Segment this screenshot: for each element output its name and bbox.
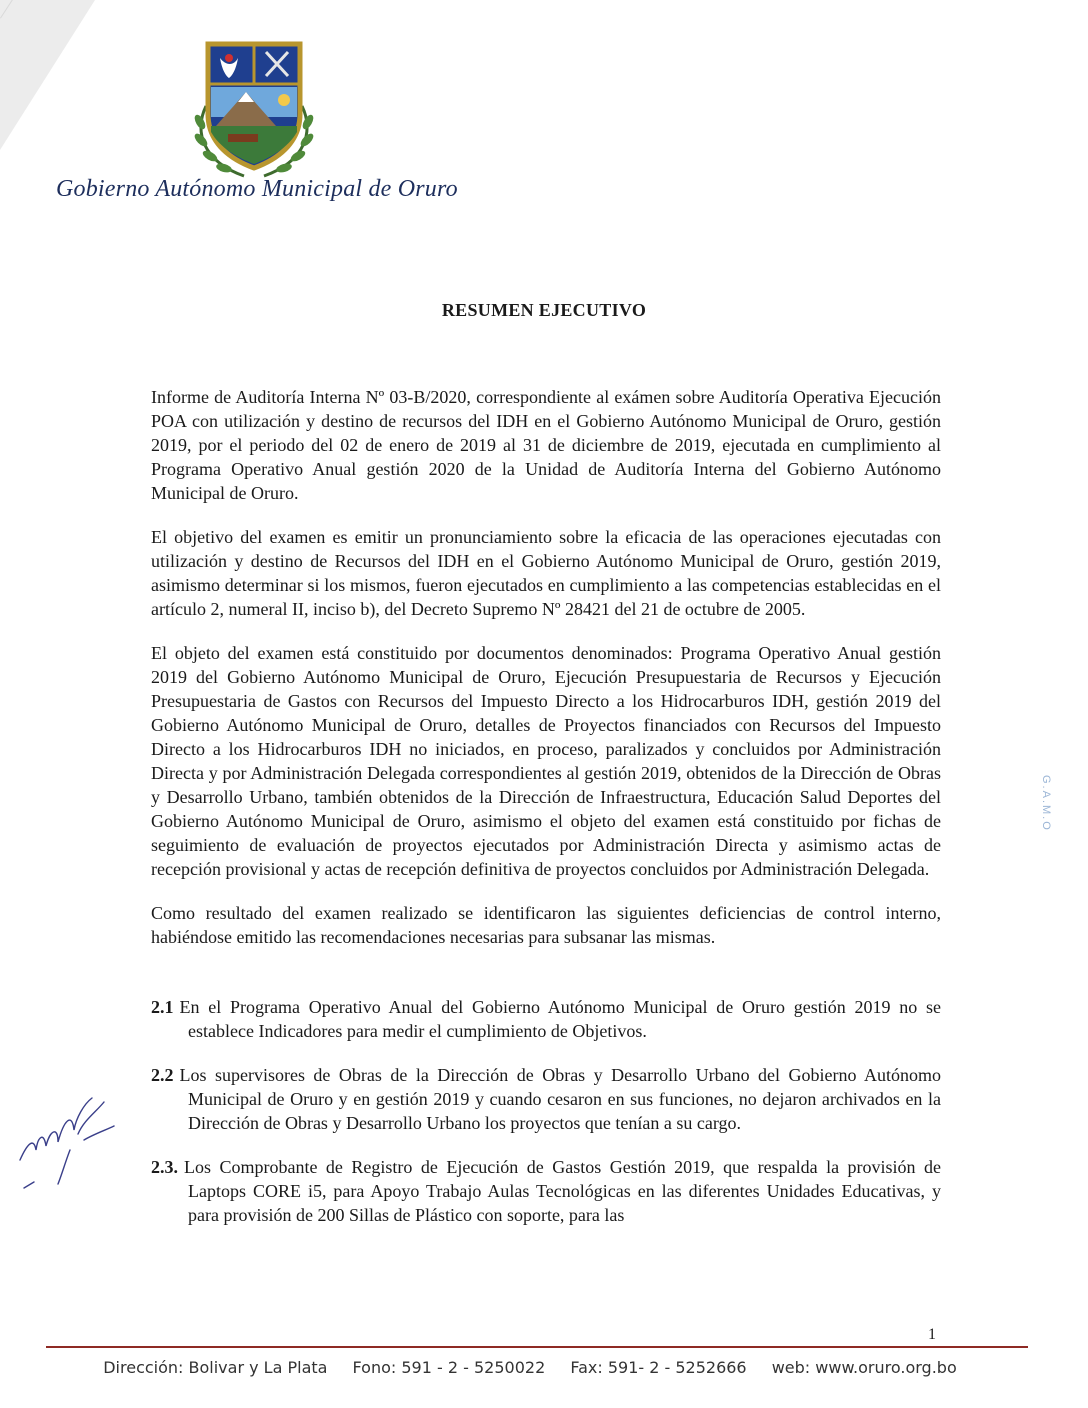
footer-fax: Fax: 591- 2 - 5252666	[570, 1358, 747, 1377]
footer-address: Dirección: Bolivar y La Plata	[103, 1358, 328, 1377]
paragraph-objective: El objetivo del examen es emitir un pronunciamiento sobre la eficacia de las operaciones ejecutadas con utilización y destino de Recursos del IDH en el Gobierno Autónomo Municipal de Oruro, gestión 2019, asimismo determinar si los mismos, fueron ejecutados en cumplimiento a las competencias establecidas en el artículo 2, numeral II, inciso b), del Decreto Supremo Nº 28421 del 21 de octubre de 2005.	[151, 527, 941, 619]
findings-list	[151, 995, 941, 1227]
finding-text: En el Programa Operativo Anual del Gobierno Autónomo Municipal de Oruro gestión 2019 no se establece Indicadores para medir el cumplimiento de Objetivos.	[179, 997, 941, 1041]
document-title: RESUMEN EJECUTIVO	[441, 300, 647, 320]
finding-number: 2.3.	[151, 1157, 178, 1177]
paragraph-intro: Informe de Auditoría Interna Nº 03-B/2020, correspondiente al exámen sobre Auditoría Operativa Ejecución POA con utilización y destino de recursos del IDH en el Gobierno Autónomo Municipal de Oruro, gestión 2019, por el periodo del 02 de enero de 2019 al 31 de diciembre de 2019, ejecutada en cumplimiento al Programa Operativo Anual gestión 2020 de la Unidad de Auditoría Interna del Gobierno Autónomo Municipal de Oruro.	[151, 387, 941, 503]
finding-number: 2.1	[151, 997, 174, 1017]
paragraph-scope: El objeto del examen está constituido por documentos denominados: Programa Operativo Anual gestión 2019 del Gobierno Autónomo Municipal de Oruro, Ejecución Presupuestaria de Recursos y Ejecución Presupuestaria de Gastos con Recursos del Impuesto Directo a los Hidrocarburos IDH, gestión 2019 del Gobierno Autónomo Municipal de Oruro, detalles de Proyectos financiados con Recursos del Impuesto Directo a los Hidrocarburos IDH no iniciados, en proceso, paralizados y concluidos por Administración Directa y por Administración Delegada correspondientes al gestión 2019, obtenidos de la Dirección de Obras y Desarrollo Urbano, también obtenidos de la Dirección de Infraestructura, Educación Salud Deportes del Gobierno Autónomo Municipal de Oruro, asimismo el objeto del examen está constituido por fichas de seguimiento de evaluación de proyectos ejecutados por Administración Directa y asimismo actas de recepción provisional y actas de recepción definitiva de proyectos concluidos por Administración Delegada.	[151, 643, 941, 879]
document-body	[151, 385, 941, 1247]
page-number: 1	[928, 1326, 936, 1343]
scan-corner-fold	[0, 0, 95, 150]
municipal-crest-logo	[184, 36, 324, 182]
footer-divider	[46, 1346, 1028, 1348]
finding-item	[151, 995, 941, 1043]
footer-web: web: www.oruro.org.bo	[771, 1358, 957, 1377]
handwritten-signature	[14, 1090, 124, 1200]
paragraph-result: Como resultado del examen realizado se identificaron las siguientes deficiencias de control interno, habiéndose emitido las recomendaciones necesarias para subsanar las mismas.	[151, 903, 941, 947]
finding-item	[151, 1155, 941, 1227]
margin-stamp: G.A.M.O	[1040, 775, 1052, 832]
finding-text: Los supervisores de Obras de la Dirección de Obras y Desarrollo Urbano del Gobierno Autónomo Municipal de Oruro y en gestión 2019 y cuando cesaron en sus funciones, no dejaron archivados en la Dirección de Obras y Desarrollo Urbano los proyectos que tenían a su cargo.	[179, 1065, 941, 1133]
footer-phone: Fono: 591 - 2 - 5250022	[352, 1358, 546, 1377]
finding-item	[151, 1063, 941, 1135]
finding-number: 2.2	[151, 1065, 174, 1085]
organization-name: Gobierno Autónomo Municipal de Oruro	[56, 176, 458, 202]
finding-text: Los Comprobante de Registro de Ejecución de Gastos Gestión 2019, que respalda la provisión de Laptops CORE i5, para Apoyo Trabajo Aulas Tecnológicas en las diferentes Unidades Educativas, y para provisión de 200 Sillas de Plástico con soporte, para las	[184, 1157, 941, 1225]
footer-contact	[0, 1358, 1060, 1377]
